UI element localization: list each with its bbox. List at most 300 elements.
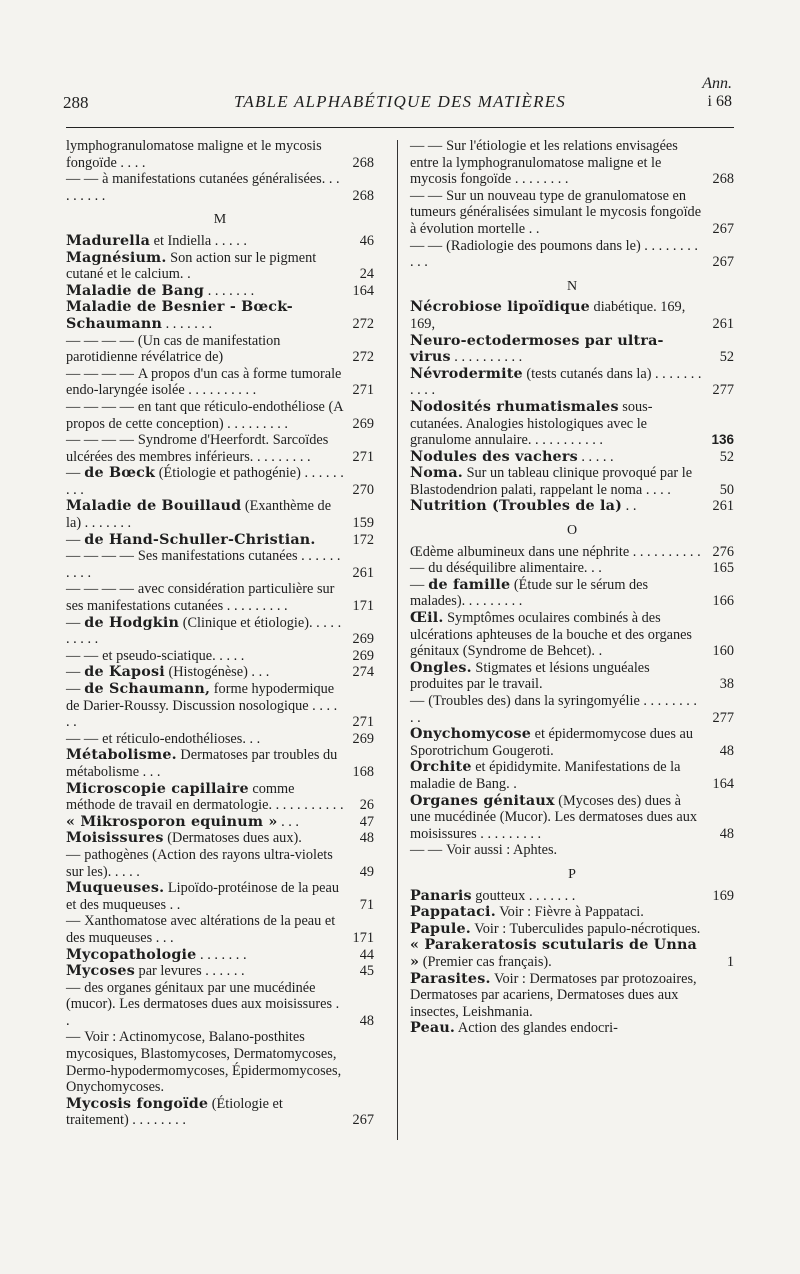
entry-dash: — [410, 576, 425, 593]
entry-dash: — — [410, 237, 443, 254]
entry-description: Son action sur le pigment cutané et le calcium. . [66, 249, 317, 283]
entry-text [410, 399, 704, 449]
entry-dash: — — — — [66, 548, 134, 565]
entry-description: Œdème albumineux dans une néphrite . . . . . . . . . . [410, 543, 701, 560]
index-entry [66, 138, 374, 171]
entry-headword: Œil. [410, 610, 444, 627]
entry-headword: Muqueuses. [66, 880, 165, 897]
entry-text [410, 299, 704, 332]
entry-text [410, 842, 704, 859]
index-entry [66, 830, 374, 847]
page-reference: 267 [712, 254, 734, 271]
index-entry [66, 548, 374, 581]
entry-text [66, 1029, 344, 1095]
left-column [66, 138, 374, 1129]
index-entry [410, 238, 734, 271]
entry-text [66, 498, 344, 531]
index-entry [66, 980, 374, 1030]
entry-text [66, 980, 344, 1030]
entry-headword: de Schaumann, [84, 681, 211, 697]
entry-text [410, 449, 704, 466]
index-entry [410, 904, 734, 921]
page-reference: 268 [712, 171, 734, 188]
entry-headword: Magnésium. [66, 249, 167, 266]
entry-headword: Peau. [410, 1020, 456, 1037]
running-title: TABLE ALPHABÉTIQUE DES MATIÈRES [234, 92, 566, 111]
entry-headword: Noma. [410, 465, 463, 482]
entry-description: à manifestations cutanées généralisées. . . . . . . . . [66, 171, 340, 204]
entry-description: (Étiologie et pathogénie) . . . . . . . . . [66, 465, 344, 498]
entry-description: (Troubles des) dans la syringomyélie . . . . . . . . . . [410, 693, 697, 726]
entry-description: pathogènes (Action des rayons ultra-violets sur les). . . . . [66, 846, 333, 880]
index-entry [410, 366, 734, 399]
page-reference: 272 [352, 349, 374, 366]
page-reference: 46 [359, 232, 374, 249]
index-entry [410, 726, 734, 759]
index-entry [66, 498, 374, 531]
entry-headword: Mycoses [66, 963, 135, 980]
index-entry [66, 1029, 374, 1095]
annals-volume: i 68 [707, 93, 732, 110]
entry-description: Voir : Fièvre à Pappataci. [499, 904, 644, 921]
entry-description: (Exanthème de la) . . . . . . . [66, 498, 332, 532]
index-entry [410, 138, 734, 188]
entry-description: Lipoïdo-protéinose de la peau et des muqueuses . . [66, 880, 339, 913]
index-entry [410, 544, 734, 561]
index-entry [410, 1020, 734, 1037]
page-reference: 164 [712, 775, 734, 792]
entry-description: (Un cas de manifestation parotidienne révélatrice de) [66, 332, 281, 366]
entry-headword: « Parakeratosis scutularis de Unna » [410, 937, 698, 970]
page-reference: 268 [352, 154, 374, 171]
entry-description: et réticulo-endothélioses. . . [102, 730, 261, 747]
index-entry [66, 283, 374, 300]
index-entry [66, 880, 374, 913]
entry-description: et Indiella . . . . . [153, 232, 247, 249]
page-reference: 38 [719, 676, 734, 693]
entry-headword: de Kaposi [84, 664, 165, 681]
entry-dash: — — [410, 138, 443, 154]
index-entry [66, 465, 374, 498]
entry-headword: de Hand-Schuller-Christian. [84, 531, 316, 548]
entry-dash: — [66, 681, 81, 697]
entry-text [410, 544, 704, 561]
entry-text [66, 664, 344, 681]
entry-text [410, 888, 704, 905]
entry-dash: — — [66, 171, 99, 188]
entry-text [410, 333, 704, 366]
page-reference: 48 [719, 742, 734, 759]
index-entry [410, 937, 734, 970]
entry-description: goutteux . . . . . . . [475, 887, 576, 904]
index-entry [410, 759, 734, 792]
entry-headword: Nodules des vachers [410, 448, 578, 465]
entry-text [66, 250, 344, 283]
page-reference: 168 [352, 763, 374, 780]
entry-headword: Nécrobiose lipoïdique [410, 299, 590, 316]
entry-text [66, 781, 344, 814]
entry-headword: Microscopie capillaire [66, 780, 249, 797]
entry-description: (Mycoses des) dues à une mucédinée (Mucor). Les dermatoses dues aux moisissures . . . . . . . . . [410, 792, 698, 842]
entry-description: des organes génitaux par une mucédinée (mucor). Les dermatoses dues aux moisissures . . [66, 979, 340, 1029]
section-letter: P [568, 866, 576, 882]
entry-text [66, 681, 344, 731]
entry-description: (Premier cas français). [422, 953, 552, 970]
index-entry [410, 449, 734, 466]
page-reference: 159 [352, 515, 374, 532]
entry-headword: Parasites. [410, 970, 491, 987]
entry-text [66, 963, 344, 980]
entry-description: (Histogénèse) . . . [168, 664, 270, 681]
index-entry [66, 947, 374, 964]
index-entry [410, 660, 734, 693]
entry-dash: — — [410, 842, 443, 859]
page-reference: 268 [352, 187, 374, 204]
entry-text [66, 138, 344, 171]
entry-text [410, 726, 704, 759]
entry-description: par levures . . . . . . [138, 963, 245, 980]
entry-dash: — [66, 664, 81, 681]
index-entry [66, 399, 374, 432]
entry-text [410, 498, 704, 515]
index-entry [410, 299, 734, 332]
entry-text [66, 814, 344, 831]
entry-dash: — — — — [66, 398, 134, 415]
index-entry [410, 188, 734, 238]
page-reference: 169 [712, 887, 734, 904]
entry-description: forme hypodermique de Darier-Roussy. Discussion nosologique . . . . . . [66, 681, 338, 731]
page-reference: 171 [352, 929, 374, 946]
page-reference: 271 [352, 448, 374, 465]
index-entry [66, 250, 374, 283]
page-reference: 271 [352, 382, 374, 399]
entry-description: et épidermomycose dues au Sporotrichum Gougeroti. [410, 726, 693, 759]
page-reference: 171 [352, 598, 374, 615]
page-reference: 165 [712, 560, 734, 577]
index-entry [66, 747, 374, 780]
index-entry [410, 921, 734, 938]
entry-description: Voir : Tuberculides papulo-nécrotiques. [474, 920, 701, 937]
index-entry [410, 793, 734, 843]
index-entry [66, 171, 374, 204]
entry-dash: — — — — [66, 332, 134, 349]
entry-description: du déséquilibre alimentaire. . . [428, 560, 602, 577]
page-reference: 267 [352, 1112, 374, 1129]
entry-description: Action des glandes endocri- [457, 1020, 618, 1037]
entry-headword: de famille [428, 576, 511, 593]
entry-text [66, 465, 344, 498]
page-reference: 47 [359, 813, 374, 830]
entry-text [66, 233, 344, 250]
entry-description: Symptômes oculaires combinés à des ulcérations aphteuses de la bouche et des organes génitaux (Syndrome de Behcet). . [410, 610, 693, 660]
entry-description: . . . . . . . [207, 282, 255, 299]
entry-dash: — [66, 1029, 81, 1046]
entry-text [66, 847, 344, 880]
entry-headword: de Bœck [84, 465, 156, 482]
index-entry [66, 781, 374, 814]
index-entry [66, 664, 374, 681]
entry-headword: Onychomycose [410, 726, 532, 743]
entry-description: (Dermatoses dues aux). [167, 830, 302, 847]
index-entry [410, 498, 734, 515]
index-entry [66, 366, 374, 399]
page-reference: 269 [352, 730, 374, 747]
entry-description: sous-cutanées. Analogies histologiques avec le granulome annulaire. . . . . . . . . . . [410, 398, 653, 449]
annals-label: Ann. [702, 75, 732, 92]
page-reference: 261 [712, 315, 734, 332]
entry-dash: — [410, 560, 425, 577]
index-entry [66, 333, 374, 366]
entry-text [410, 660, 704, 693]
entry-text [66, 731, 344, 748]
index-entry [66, 814, 374, 831]
entry-text [410, 238, 704, 271]
entry-headword: Neuro-ectodermoses par ultra-virus [410, 332, 664, 366]
page-reference: 1 [726, 953, 734, 970]
page-reference: 45 [359, 963, 374, 980]
page-reference: 277 [712, 709, 734, 726]
page-reference: 48 [719, 825, 734, 842]
entry-description: Dermatoses par troubles du métabolisme . . . [66, 747, 338, 780]
page-reference: 269 [352, 631, 374, 648]
entry-dash: — [66, 846, 81, 863]
page-reference: 24 [359, 266, 374, 283]
index-entry [66, 581, 374, 614]
page-reference: 164 [352, 282, 374, 299]
entry-description: Sur l'étiologie et les relations envisagées entre la lymphogranulomatose maligne et le mycosis fongoïde . . . . . . . . [410, 138, 678, 188]
entry-dash: — [66, 465, 81, 482]
entry-dash: — [66, 979, 81, 996]
entry-headword: Nutrition (Troubles de la) [410, 498, 623, 515]
page-reference: 44 [359, 946, 374, 963]
page-reference: 26 [359, 797, 374, 814]
entry-headword: Métabolisme. [66, 747, 177, 764]
entry-text [66, 1096, 344, 1129]
entry-description: avec considération particulière sur ses manifestations cutanées . . . . . . . . . [66, 581, 335, 615]
page-header [0, 0, 800, 130]
entry-headword: Nodosités rhumatismales [410, 398, 619, 415]
entry-text [66, 299, 344, 332]
entry-description: A propos d'un cas à forme tumorale endo-laryngée isolée . . . . . . . . . . [66, 365, 342, 399]
entry-description: Sur un nouveau type de granulomatose en tumeurs généralisées simulant le mycosis fongoïde à évolution mortelle . . [410, 187, 702, 237]
index-entry [410, 693, 734, 726]
index-entry [410, 577, 734, 610]
entry-text [66, 333, 344, 366]
entry-headword: Organes génitaux [410, 792, 555, 809]
entry-text [410, 904, 704, 921]
entry-headword: Pappataci. [410, 904, 496, 921]
entry-dash: — — [410, 187, 443, 204]
annals-reference [702, 75, 732, 111]
entry-description: Voir : Dermatoses par protozoaires, Dermatoses par acariens, Dermatoses dues aux insectes, Leishmania. [410, 970, 697, 1020]
entry-description: . . . [281, 813, 299, 830]
index-entry [66, 299, 374, 332]
index-entry [410, 971, 734, 1021]
page-reference: 277 [712, 382, 734, 399]
page-reference: 71 [359, 896, 374, 913]
index-entry [66, 532, 374, 549]
entry-description: (tests cutanés dans la) . . . . . . . . . . . [410, 365, 702, 399]
entry-dash: — — [66, 730, 99, 747]
entry-text [410, 1020, 704, 1037]
index-entry [410, 842, 734, 859]
entry-text [410, 366, 704, 399]
entry-description: . . . . . . . [200, 946, 247, 963]
page-reference: 48 [359, 830, 374, 847]
index-entry [410, 888, 734, 905]
entry-description: Voir aussi : Aphtes. [446, 842, 558, 859]
entry-description: . . . . . . . . . . [454, 349, 523, 366]
entry-description: comme méthode de travail en dermatologie. . . . . . . . . . . [66, 780, 344, 814]
entry-text [410, 188, 704, 238]
entry-description: Ses manifestations cutanées . . . . . . . . . . [66, 548, 341, 581]
column-divider [397, 140, 398, 1140]
entry-description: (Clinique et étiologie). . . . . . . . . . [66, 614, 342, 648]
entry-headword: Maladie de Bang [66, 282, 205, 299]
entry-headword: Mycosis fongoïde [66, 1095, 209, 1112]
entry-text [410, 138, 704, 188]
page-reference: 52 [719, 349, 734, 366]
entry-description: en tant que réticulo-endothéliose (A propos de cette conception) . . . . . . . . . [66, 398, 343, 432]
entry-description: et épididymite. Manifestations de la maladie de Bang. . [410, 759, 681, 792]
entry-text [66, 747, 344, 780]
section-letter: O [566, 523, 578, 539]
index-entry [66, 731, 374, 748]
page-reference: 272 [352, 315, 374, 332]
index-entry [410, 333, 734, 366]
entry-headword: Panaris [410, 887, 472, 904]
entry-description: et pseudo-sciatique. . . . . [102, 647, 245, 664]
entry-description: Syndrome d'Heerfordt. Sarcoïdes ulcérées des membres inférieurs. . . . . . . . . [66, 432, 329, 465]
index-entry [66, 681, 374, 731]
entry-text [66, 548, 344, 581]
page-reference: 276 [712, 543, 734, 560]
entry-dash: — — [66, 647, 99, 664]
page-reference: 52 [719, 448, 734, 465]
entry-text [66, 532, 344, 549]
entry-dash: — [66, 913, 81, 930]
index-entry [410, 399, 734, 449]
entry-text [66, 432, 344, 465]
entry-description: (Radiologie des poumons dans le) . . . . . . . . . . . [410, 237, 698, 271]
entry-dash: — — — — [66, 432, 134, 449]
page-number: 288 [63, 93, 89, 112]
entry-text [66, 171, 344, 204]
entry-text [66, 947, 344, 964]
entry-headword: Névrodermite [410, 365, 523, 382]
page-reference: 271 [352, 714, 374, 731]
entry-text [410, 759, 704, 792]
entry-text [66, 880, 344, 913]
entry-text [66, 615, 344, 648]
page-reference: 270 [352, 481, 374, 498]
page-reference: 269 [352, 415, 374, 432]
page-reference: 49 [359, 863, 374, 880]
entry-description: Stigmates et lésions unguéales produites par le travail. [410, 659, 650, 693]
entry-dash: — — — — [66, 581, 134, 598]
entry-headword: « Mikrosporon equinum » [66, 813, 278, 830]
page-reference: 269 [352, 647, 374, 664]
entry-text [66, 648, 344, 665]
entry-headword: de Hodgkin [84, 614, 180, 631]
entry-text [66, 581, 344, 614]
header-rule [66, 127, 734, 128]
entry-description: (Étude sur le sérum des malades). . . . . . . . . [410, 576, 649, 610]
index-entry [66, 615, 374, 648]
entry-text [410, 610, 704, 660]
page-reference: 172 [352, 531, 374, 548]
entry-description: . . . . . . . [165, 315, 213, 332]
entry-dash: — [410, 693, 425, 709]
entry-text [410, 793, 704, 843]
entry-description: (Étiologie et traitement) . . . . . . . . [66, 1095, 283, 1129]
index-entry [66, 648, 374, 665]
entry-dash: — — — — [66, 365, 134, 382]
entry-headword: Maladie de Bouillaud [66, 498, 242, 515]
entry-text [410, 921, 704, 938]
entry-text [410, 560, 704, 577]
section-letter: M [213, 212, 227, 228]
entry-text [410, 465, 704, 498]
right-column [410, 138, 734, 1037]
entry-headword: Ongles. [410, 659, 472, 676]
entry-text [410, 971, 704, 1021]
entry-description: Xanthomatose avec altérations de la peau et des muqueuses . . . [66, 913, 336, 946]
entry-text [410, 693, 704, 726]
entry-text [66, 366, 344, 399]
page-reference: 166 [712, 593, 734, 610]
page-reference: 267 [712, 220, 734, 237]
index-entry [410, 465, 734, 498]
page-reference: 48 [359, 1012, 374, 1029]
index-entry [66, 913, 374, 946]
entry-description: Sur un tableau clinique provoqué par le Blastodendrion palati, rappelant le noma . . . . [410, 465, 693, 498]
page-reference: 50 [719, 481, 734, 498]
entry-headword: Maladie de Besnier - Bœck-Schaumann [66, 299, 293, 332]
entry-headword: Orchite [410, 759, 472, 776]
entry-text [66, 399, 344, 432]
entry-headword: Mycopathologie [66, 946, 197, 963]
page-reference: 261 [712, 498, 734, 515]
index-entry [66, 233, 374, 250]
section-letter: N [566, 278, 578, 294]
entry-text [66, 830, 344, 847]
index-entry [66, 1096, 374, 1129]
entry-description: lymphogranulomatose maligne et le mycosis fongoïde . . . . [66, 138, 322, 171]
entry-dash: — [66, 614, 81, 631]
index-entry [66, 432, 374, 465]
page-reference: 274 [352, 664, 374, 681]
entry-text [410, 937, 704, 970]
page-reference: 136 [711, 432, 734, 448]
index-entry [66, 963, 374, 980]
index-entry [410, 610, 734, 660]
entry-description: . . . . . [581, 448, 614, 465]
entry-description: diabétique. 169, 169, [410, 299, 686, 332]
page-reference: 160 [712, 643, 734, 660]
entry-headword: Madurella [66, 232, 151, 249]
index-entry [66, 847, 374, 880]
entry-description: . . [625, 498, 637, 515]
entry-text [66, 913, 344, 946]
entry-dash: — [66, 531, 81, 548]
page-reference: 261 [352, 564, 374, 581]
entry-description: Voir : Actinomycose, Balano-posthites mycosiques, Blastomycoses, Dermatomycoses, Dermo-hypodermomycoses, Épidermomycoses, Onychomycoses. [66, 1029, 342, 1096]
index-entry [410, 560, 734, 577]
entry-headword: Moisissures [66, 830, 164, 847]
entry-text [66, 283, 344, 300]
entry-text [410, 577, 704, 610]
